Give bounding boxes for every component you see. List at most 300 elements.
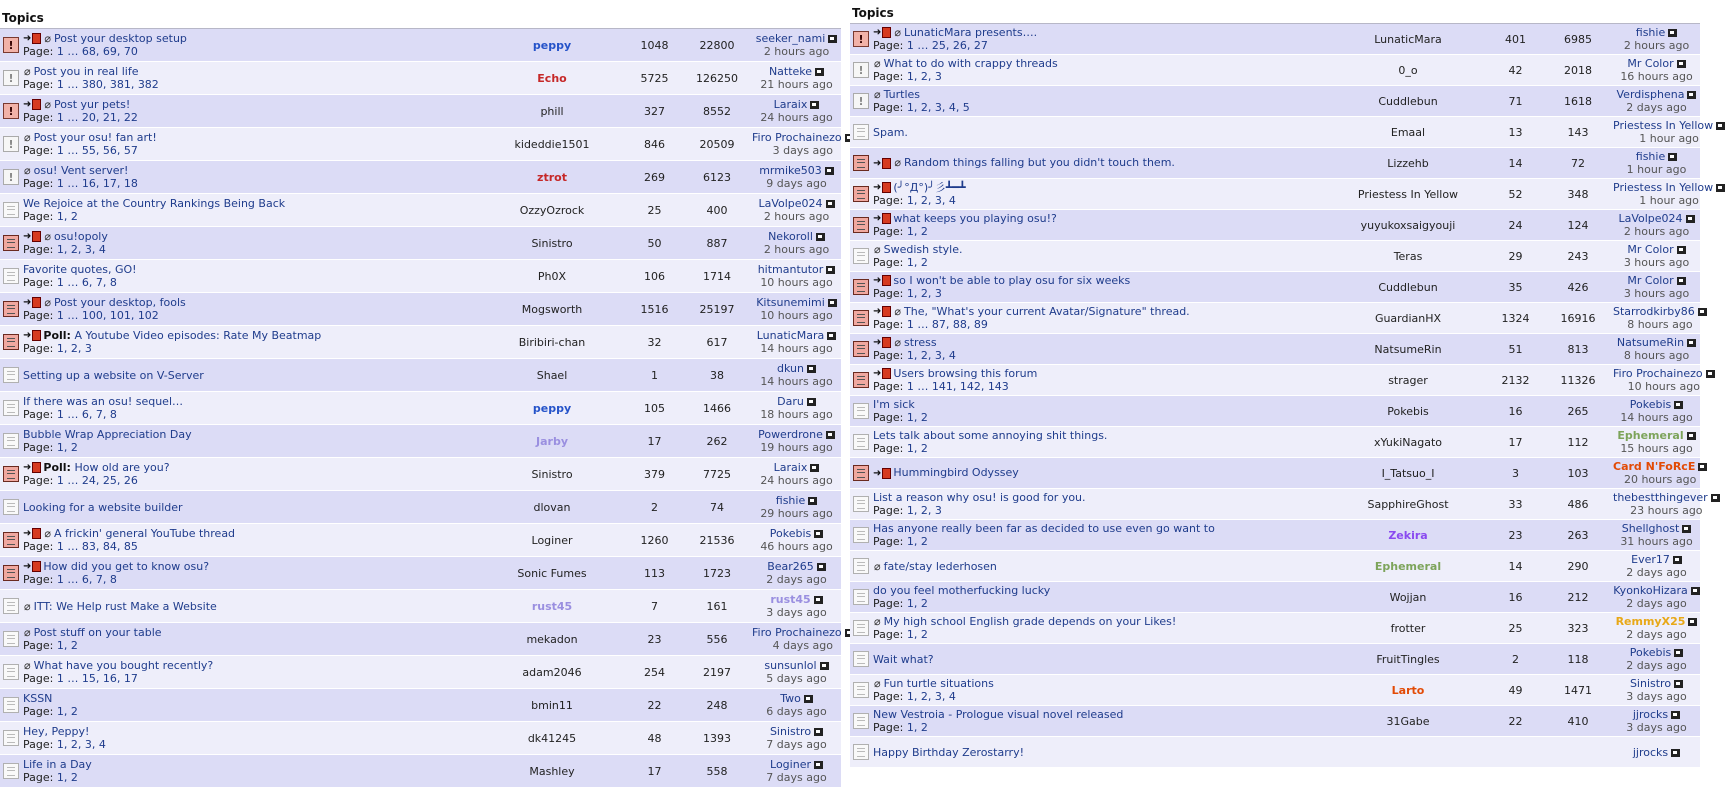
author-name[interactable]: LunaticMara xyxy=(1374,32,1442,46)
author-name[interactable]: Emaal xyxy=(1390,125,1426,139)
topic-row[interactable] xyxy=(850,210,1700,241)
view-latest-post-icon[interactable] xyxy=(1668,29,1677,37)
topic-title-link[interactable]: fate/stay lederhosen xyxy=(883,559,997,573)
topic-title-link[interactable]: Happy Birthday Zerostarry! xyxy=(873,745,1024,759)
page-links[interactable]: 1 … 20, 21, 22 xyxy=(56,111,138,125)
author-name[interactable]: kideddie1501 xyxy=(514,137,590,151)
last-post-author[interactable]: Pokebis xyxy=(769,527,812,540)
page-links[interactable]: 1 … 380, 381, 382 xyxy=(56,78,159,91)
view-latest-post-icon[interactable] xyxy=(1677,60,1686,68)
topic-author[interactable] xyxy=(1328,653,1488,666)
topic-row[interactable] xyxy=(0,326,841,359)
author-name[interactable]: Pokebis xyxy=(1387,404,1429,418)
view-latest-post-icon[interactable] xyxy=(804,695,813,703)
topic-title-link[interactable]: The, "What's your current Avatar/Signature" thread. xyxy=(904,304,1190,318)
view-latest-post-icon[interactable] xyxy=(1691,587,1700,595)
view-latest-post-icon[interactable] xyxy=(1687,91,1696,99)
topic-title-link[interactable]: so I won't be able to play osu for six weeks xyxy=(893,273,1131,287)
topic-row[interactable] xyxy=(850,365,1703,396)
author-name[interactable]: Loginer xyxy=(531,533,573,547)
topic-author[interactable] xyxy=(1328,188,1488,201)
last-post-author[interactable]: Ever17 xyxy=(1631,553,1670,566)
topic-author[interactable] xyxy=(477,39,627,52)
page-links[interactable]: 1, 2 xyxy=(906,597,928,610)
topic-title-link[interactable]: I'm sick xyxy=(873,398,915,411)
go-to-first-unread-icon[interactable]: ➜ xyxy=(23,99,32,111)
view-latest-post-icon[interactable] xyxy=(816,233,825,241)
view-latest-post-icon[interactable] xyxy=(814,728,823,736)
last-post-author[interactable]: Powerdrone xyxy=(758,428,823,441)
topic-author[interactable] xyxy=(477,336,627,349)
topic-author[interactable] xyxy=(1328,343,1488,356)
topic-title-link[interactable]: If there was an osu! sequel… xyxy=(23,395,183,408)
topic-title-link[interactable]: Fun turtle situations xyxy=(883,677,994,690)
last-post-author[interactable]: rust45 xyxy=(770,593,811,606)
author-name[interactable]: mekadon xyxy=(526,632,578,646)
last-post-author[interactable]: Two xyxy=(780,692,801,705)
topic-author[interactable] xyxy=(1328,560,1488,573)
topic-row[interactable] xyxy=(0,293,841,326)
topic-row[interactable] xyxy=(850,396,1700,427)
topic-row[interactable] xyxy=(0,29,841,62)
view-latest-post-icon[interactable] xyxy=(810,464,819,472)
page-links[interactable]: 1, 2 xyxy=(56,705,78,718)
topic-row[interactable] xyxy=(850,551,1700,582)
page-links[interactable]: 1, 2, 3, 4 xyxy=(56,243,106,257)
topic-title-link[interactable]: Spam. xyxy=(873,125,908,139)
topic-author[interactable] xyxy=(477,72,627,85)
view-latest-post-icon[interactable] xyxy=(825,167,834,175)
topic-row[interactable] xyxy=(0,722,841,755)
last-post-author[interactable]: Loginer xyxy=(770,758,811,771)
topic-author[interactable] xyxy=(1328,33,1488,46)
author-name[interactable]: Cuddlebun xyxy=(1378,280,1438,294)
topic-title-link[interactable]: Post your desktop setup xyxy=(54,31,187,45)
author-name[interactable]: I_Tatsuo_I xyxy=(1381,466,1435,480)
topic-author[interactable] xyxy=(1328,64,1488,77)
topic-author[interactable] xyxy=(1328,529,1488,542)
topic-author[interactable] xyxy=(1328,95,1488,108)
page-links[interactable]: 1, 2 xyxy=(906,535,928,548)
topic-title-link[interactable]: Life in a Day xyxy=(23,758,92,771)
last-post-author[interactable]: Laraix xyxy=(773,461,808,474)
topic-title-link[interactable]: osu!opoly xyxy=(54,229,108,243)
topic-row[interactable] xyxy=(850,241,1700,272)
topic-title-link[interactable]: How did you get to know osu? xyxy=(43,559,210,573)
last-post-author[interactable]: dkun xyxy=(777,362,804,375)
view-latest-post-icon[interactable] xyxy=(1673,556,1682,564)
topic-title-link[interactable]: Favorite quotes, GO! xyxy=(23,263,137,276)
topic-author[interactable] xyxy=(1328,405,1488,418)
page-links[interactable]: 1, 2 xyxy=(906,628,928,641)
page-links[interactable]: 1, 2, 3 xyxy=(906,287,942,301)
author-name[interactable]: Mashley xyxy=(529,764,575,778)
last-post-author[interactable]: jjrocks xyxy=(1632,745,1669,759)
last-post-author[interactable]: Pokebis xyxy=(1629,646,1672,659)
topic-title-link[interactable]: Hey, Peppy! xyxy=(23,725,90,738)
topic-title-link[interactable]: Post you in real life xyxy=(33,65,139,78)
view-latest-post-icon[interactable] xyxy=(814,596,823,604)
topic-title-link[interactable]: Post your osu! fan art! xyxy=(33,131,157,144)
topic-title-link[interactable]: Turtles xyxy=(883,88,921,101)
author-name[interactable]: frotter xyxy=(1390,621,1426,635)
view-latest-post-icon[interactable] xyxy=(1668,153,1677,161)
page-links[interactable]: 1, 2, 3 xyxy=(906,70,942,83)
last-post-author[interactable]: jjrocks xyxy=(1632,708,1669,721)
view-latest-post-icon[interactable] xyxy=(826,200,835,208)
topic-author[interactable] xyxy=(477,732,627,745)
go-to-first-unread-icon[interactable]: ➜ xyxy=(873,157,882,169)
page-links[interactable]: 1, 2, 3, 4, 5 xyxy=(906,101,970,114)
topic-row[interactable] xyxy=(850,334,1700,365)
topic-title-link[interactable]: Post stuff on your table xyxy=(33,626,162,639)
author-name[interactable]: Jarby xyxy=(536,434,568,448)
page-links[interactable]: 1, 2 xyxy=(56,210,78,223)
view-latest-post-icon[interactable] xyxy=(828,299,837,307)
view-latest-post-icon[interactable] xyxy=(817,563,826,571)
page-links[interactable]: 1 … 100, 101, 102 xyxy=(56,309,159,323)
page-links[interactable]: 1, 2 xyxy=(906,721,928,734)
page-links[interactable]: 1 … 6, 7, 8 xyxy=(56,573,117,587)
topic-author[interactable] xyxy=(477,501,627,514)
topic-title-link[interactable]: A frickin' general YouTube thread xyxy=(54,526,236,540)
page-links[interactable]: 1 … 16, 17, 18 xyxy=(56,177,138,190)
view-latest-post-icon[interactable] xyxy=(1674,680,1683,688)
page-links[interactable]: 1, 2, 3, 4 xyxy=(906,690,956,703)
author-name[interactable]: Mogsworth xyxy=(521,302,583,316)
view-latest-post-icon[interactable] xyxy=(1682,525,1691,533)
author-name[interactable]: peppy xyxy=(532,38,572,52)
topic-author[interactable] xyxy=(477,204,627,217)
author-name[interactable]: Sinistro xyxy=(531,467,573,481)
topic-title-link[interactable]: My high school English grade depends on your Likes! xyxy=(883,615,1177,628)
author-name[interactable]: Ph0X xyxy=(537,269,567,283)
topic-author[interactable] xyxy=(477,105,627,118)
topic-row[interactable] xyxy=(0,128,841,161)
author-name[interactable]: phill xyxy=(540,104,564,118)
view-latest-post-icon[interactable] xyxy=(1716,184,1725,192)
last-post-author[interactable]: Kitsunemimi xyxy=(756,296,825,309)
go-to-first-unread-icon[interactable]: ➜ xyxy=(873,337,882,349)
topic-row[interactable] xyxy=(0,359,841,392)
go-to-first-unread-icon[interactable]: ➜ xyxy=(23,330,32,342)
author-name[interactable]: strager xyxy=(1388,373,1428,387)
topic-title-link[interactable]: LunaticMara presents…. xyxy=(904,25,1038,39)
last-post-author[interactable]: Pokebis xyxy=(1629,398,1672,411)
topic-author[interactable] xyxy=(1328,591,1488,604)
view-latest-post-icon[interactable] xyxy=(826,431,835,439)
view-latest-post-icon[interactable] xyxy=(807,398,816,406)
author-name[interactable]: peppy xyxy=(532,401,572,415)
page-links[interactable]: 1 … 55, 56, 57 xyxy=(56,144,138,157)
topic-author[interactable] xyxy=(477,699,627,712)
author-name[interactable]: dk41245 xyxy=(527,731,577,745)
topic-title-link[interactable]: What to do with crappy threads xyxy=(883,57,1058,70)
topic-author[interactable] xyxy=(1328,467,1488,480)
topic-author[interactable] xyxy=(1328,281,1488,294)
topic-row[interactable] xyxy=(0,689,841,722)
view-latest-post-icon[interactable] xyxy=(1677,246,1686,254)
topic-author[interactable] xyxy=(1328,312,1488,325)
topic-row[interactable] xyxy=(0,755,841,788)
go-to-first-unread-icon[interactable]: ➜ xyxy=(873,306,882,318)
topic-row[interactable] xyxy=(0,161,841,194)
topic-title-link[interactable]: ITT: We Help rust Make a Website xyxy=(33,599,217,613)
topic-author[interactable] xyxy=(1328,498,1488,511)
author-name[interactable]: OzzyOzrock xyxy=(519,203,585,217)
topic-row[interactable] xyxy=(0,656,841,689)
author-name[interactable]: adam2046 xyxy=(522,665,582,679)
last-post-author[interactable]: Sinistro xyxy=(1629,677,1672,690)
topic-title-link[interactable]: How old are you? xyxy=(74,460,170,474)
view-latest-post-icon[interactable] xyxy=(1686,215,1695,223)
page-links[interactable]: 1 … 83, 84, 85 xyxy=(56,540,138,554)
topic-row[interactable] xyxy=(850,582,1700,613)
topic-author[interactable] xyxy=(1328,219,1488,232)
topic-title-link[interactable]: osu! Vent server! xyxy=(33,164,129,177)
page-links[interactable]: 1, 2 xyxy=(56,771,78,784)
last-post-author[interactable]: Ephemeral xyxy=(1617,429,1684,442)
topic-author[interactable] xyxy=(477,468,627,481)
topic-title-link[interactable]: Looking for a website builder xyxy=(23,500,183,514)
last-post-author[interactable]: fishie xyxy=(1635,26,1666,39)
topic-title-link[interactable]: What have you bought recently? xyxy=(33,659,214,672)
last-post-author[interactable]: Mr Color xyxy=(1627,243,1674,256)
last-post-author[interactable]: Daru xyxy=(777,395,804,408)
last-post-author[interactable]: LaVolpe024 xyxy=(758,197,823,210)
last-post-author[interactable]: mrmike503 xyxy=(759,164,822,177)
topic-title-link[interactable]: Lets talk about some annoying shit things. xyxy=(873,429,1108,442)
topic-row[interactable] xyxy=(0,425,841,458)
view-latest-post-icon[interactable] xyxy=(826,266,835,274)
last-post-author[interactable]: RemmyX25 xyxy=(1615,615,1686,628)
topic-row[interactable] xyxy=(0,590,841,623)
page-links[interactable]: 1, 2 xyxy=(906,225,928,239)
last-post-author[interactable]: Laraix xyxy=(773,98,808,111)
topic-row[interactable] xyxy=(850,613,1700,644)
author-name[interactable]: Sinistro xyxy=(531,236,573,250)
view-latest-post-icon[interactable] xyxy=(1671,711,1680,719)
author-name[interactable]: ztrot xyxy=(537,170,567,184)
author-name[interactable]: Larto xyxy=(1391,683,1425,697)
topic-row[interactable] xyxy=(850,24,1700,55)
topic-row[interactable] xyxy=(0,491,841,524)
page-links[interactable]: 1 … 6, 7, 8 xyxy=(56,408,117,421)
view-latest-post-icon[interactable] xyxy=(815,68,824,76)
author-name[interactable]: Wojjan xyxy=(1389,590,1427,604)
last-post-author[interactable]: LaVolpe024 xyxy=(1618,212,1683,225)
topic-author[interactable] xyxy=(477,369,627,382)
topic-row[interactable] xyxy=(850,179,1714,210)
topic-row[interactable] xyxy=(850,644,1700,675)
author-name[interactable]: Ephemeral xyxy=(1374,559,1442,573)
topic-author[interactable] xyxy=(1328,157,1488,170)
author-name[interactable]: GuardianHX xyxy=(1374,311,1442,325)
page-links[interactable]: 1, 2 xyxy=(906,442,928,455)
view-latest-post-icon[interactable] xyxy=(808,497,817,505)
last-post-author[interactable]: seeker_nami xyxy=(755,32,826,45)
view-latest-post-icon[interactable] xyxy=(807,365,816,373)
topic-title-link[interactable]: We Rejoice at the Country Rankings Being Back xyxy=(23,197,286,210)
topic-row[interactable] xyxy=(850,303,1700,334)
topic-row[interactable] xyxy=(0,557,841,590)
view-latest-post-icon[interactable] xyxy=(814,530,823,538)
author-name[interactable]: 31Gabe xyxy=(1386,714,1430,728)
page-links[interactable]: 1 … 25, 26, 27 xyxy=(906,39,988,53)
view-latest-post-icon[interactable] xyxy=(1716,122,1725,130)
view-latest-post-icon[interactable] xyxy=(1671,749,1680,757)
author-name[interactable]: NatsumeRin xyxy=(1374,342,1442,356)
topic-author[interactable] xyxy=(477,600,627,613)
topic-title-link[interactable]: Has anyone really been far as decided to use even go want to xyxy=(873,522,1215,535)
author-name[interactable]: Zekira xyxy=(1388,528,1428,542)
author-name[interactable]: Biribiri-chan xyxy=(518,335,586,349)
last-post-author[interactable]: Natteke xyxy=(768,65,813,78)
author-name[interactable]: Priestess In Yellow xyxy=(1357,187,1459,201)
topic-author[interactable] xyxy=(1328,622,1488,635)
author-name[interactable]: Lizzehb xyxy=(1387,156,1429,170)
view-latest-post-icon[interactable] xyxy=(810,101,819,109)
author-name[interactable]: Shael xyxy=(536,368,568,382)
last-post-author[interactable]: thebestthingever xyxy=(1613,491,1708,504)
go-to-first-unread-icon[interactable]: ➜ xyxy=(873,467,882,479)
view-latest-post-icon[interactable] xyxy=(1711,494,1720,502)
author-name[interactable]: Teras xyxy=(1393,249,1423,263)
topic-title-link[interactable]: Hummingbird Odyssey xyxy=(893,466,1019,480)
topic-row[interactable] xyxy=(850,55,1700,86)
topic-author[interactable] xyxy=(477,237,627,250)
topic-row[interactable] xyxy=(0,227,841,260)
page-links[interactable]: 1 … 141, 142, 143 xyxy=(906,380,1009,394)
topic-title-link[interactable]: KSSN xyxy=(23,692,53,705)
topic-author[interactable] xyxy=(1328,436,1488,449)
last-post-author[interactable]: Shellghost xyxy=(1621,522,1680,535)
view-latest-post-icon[interactable] xyxy=(1674,649,1683,657)
topic-row[interactable] xyxy=(850,458,1700,489)
topic-author[interactable] xyxy=(1328,250,1488,263)
topic-title-link[interactable]: List a reason why osu! is good for you. xyxy=(873,491,1086,504)
page-links[interactable]: 1, 2, 3 xyxy=(906,504,942,517)
page-links[interactable]: 1 … 6, 7, 8 xyxy=(56,276,117,289)
topic-row[interactable] xyxy=(0,392,841,425)
last-post-author[interactable]: Bear265 xyxy=(767,560,814,573)
topic-row[interactable] xyxy=(850,148,1700,179)
go-to-first-unread-icon[interactable]: ➜ xyxy=(23,231,32,243)
view-latest-post-icon[interactable] xyxy=(1674,401,1683,409)
topic-title-link[interactable]: A Youtube Video episodes: Rate My Beatmap xyxy=(74,328,322,342)
last-post-author[interactable]: Priestess In Yellow xyxy=(1613,181,1714,194)
view-latest-post-icon[interactable] xyxy=(1687,339,1696,347)
topic-author[interactable] xyxy=(477,666,627,679)
topic-row[interactable] xyxy=(850,272,1700,303)
go-to-first-unread-icon[interactable]: ➜ xyxy=(23,33,32,45)
author-name[interactable]: SapphireGhost xyxy=(1367,497,1449,511)
topic-title-link[interactable]: Swedish style. xyxy=(883,243,963,256)
topic-author[interactable] xyxy=(1328,684,1488,697)
page-links[interactable]: 1, 2, 3, 4 xyxy=(56,738,106,751)
go-to-first-unread-icon[interactable]: ➜ xyxy=(873,182,882,194)
go-to-first-unread-icon[interactable]: ➜ xyxy=(23,297,32,309)
topic-title-link[interactable]: stress xyxy=(904,335,937,349)
topic-row[interactable] xyxy=(0,260,841,293)
last-post-author[interactable]: Nekoroll xyxy=(768,230,813,243)
topic-title-link[interactable]: Post yur pets! xyxy=(54,97,131,111)
topic-author[interactable] xyxy=(477,402,627,415)
topic-title-link[interactable]: (╯°Д°)╯彡┻━┻ xyxy=(893,180,966,194)
topic-row[interactable] xyxy=(0,95,841,128)
topic-row[interactable] xyxy=(0,524,841,557)
topic-row[interactable] xyxy=(850,706,1700,737)
author-name[interactable]: dlovan xyxy=(533,500,571,514)
go-to-first-unread-icon[interactable]: ➜ xyxy=(873,27,882,39)
topic-title-link[interactable]: Setting up a website on V-Server xyxy=(23,368,204,382)
last-post-author[interactable]: fishie xyxy=(1635,150,1666,163)
topic-author[interactable] xyxy=(1328,374,1488,387)
topic-title-link[interactable]: Bubble Wrap Appreciation Day xyxy=(23,428,192,441)
last-post-author[interactable]: Sinistro xyxy=(769,725,812,738)
topic-row[interactable] xyxy=(850,737,1700,768)
page-links[interactable]: 1 … 68, 69, 70 xyxy=(56,45,138,59)
view-latest-post-icon[interactable] xyxy=(1687,432,1696,440)
topic-row[interactable] xyxy=(850,86,1700,117)
topic-title-link[interactable]: New Vestroia - Prologue visual novel released xyxy=(873,708,1124,721)
view-latest-post-icon[interactable] xyxy=(1698,308,1707,316)
view-latest-post-icon[interactable] xyxy=(828,35,837,43)
page-links[interactable]: 1, 2, 3, 4 xyxy=(906,194,956,208)
page-links[interactable]: 1, 2 xyxy=(56,441,78,454)
topic-author[interactable] xyxy=(1328,715,1488,728)
topic-title-link[interactable]: do you feel motherfucking lucky xyxy=(873,584,1051,597)
author-name[interactable]: Cuddlebun xyxy=(1378,94,1438,108)
topic-row[interactable] xyxy=(0,62,841,95)
topic-author[interactable] xyxy=(477,270,627,283)
view-latest-post-icon[interactable] xyxy=(820,662,829,670)
last-post-author[interactable]: Firo Prochainezo xyxy=(1613,367,1703,380)
topic-row[interactable] xyxy=(850,520,1700,551)
topic-row[interactable] xyxy=(850,675,1700,706)
topic-title-link[interactable]: what keeps you playing osu!? xyxy=(893,211,1057,225)
topic-author[interactable] xyxy=(477,534,627,547)
last-post-author[interactable]: fishie xyxy=(775,494,806,507)
view-latest-post-icon[interactable] xyxy=(1677,277,1686,285)
page-links[interactable]: 1 … 24, 25, 26 xyxy=(56,474,138,488)
view-latest-post-icon[interactable] xyxy=(827,332,836,340)
topic-title-link[interactable]: Post your desktop, fools xyxy=(54,295,186,309)
view-latest-post-icon[interactable] xyxy=(1706,370,1715,378)
page-links[interactable]: 1, 2, 3, 4 xyxy=(906,349,956,363)
last-post-author[interactable]: hitmantutor xyxy=(757,263,824,276)
topic-author[interactable] xyxy=(477,435,627,448)
topic-row[interactable] xyxy=(0,458,841,491)
author-name[interactable]: 0_o xyxy=(1398,63,1418,77)
author-name[interactable]: FruitTingles xyxy=(1376,652,1440,666)
last-post-author[interactable]: Verdisphena xyxy=(1616,88,1685,101)
author-name[interactable]: xYukiNagato xyxy=(1373,435,1443,449)
topic-author[interactable] xyxy=(477,567,627,580)
topic-title-link[interactable]: Wait what? xyxy=(873,652,934,666)
last-post-author[interactable]: Firo Prochainezo xyxy=(752,626,842,639)
topic-author[interactable] xyxy=(477,171,627,184)
go-to-first-unread-icon[interactable]: ➜ xyxy=(23,528,32,540)
author-name[interactable]: Sonic Fumes xyxy=(517,566,587,580)
last-post-author[interactable]: KyonkoHizara xyxy=(1613,584,1688,597)
topic-row[interactable] xyxy=(0,623,841,656)
go-to-first-unread-icon[interactable]: ➜ xyxy=(873,213,882,225)
topic-row[interactable] xyxy=(850,117,1714,148)
page-links[interactable]: 1, 2 xyxy=(56,639,78,652)
go-to-first-unread-icon[interactable]: ➜ xyxy=(873,368,882,380)
topic-row[interactable] xyxy=(850,427,1700,458)
